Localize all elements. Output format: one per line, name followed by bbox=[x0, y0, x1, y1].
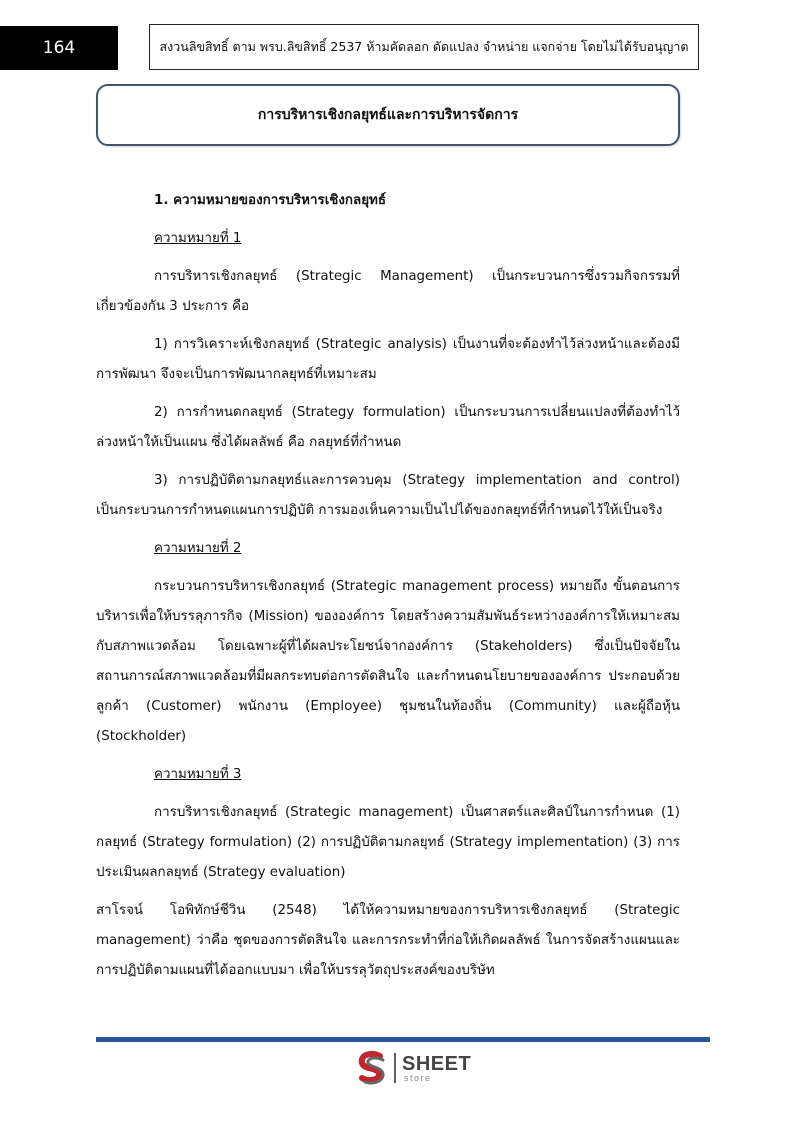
logo-text bbox=[402, 1054, 471, 1083]
logo-sub: store bbox=[404, 1072, 432, 1083]
meaning-1-label: ความหมายที่ 1 bbox=[154, 231, 242, 246]
copyright-notice-text: สงวนลิขสิทธิ์ ตาม พรบ.ลิขสิทธิ์ 2537 ห้ามคัดลอก ดัดแปลง จำหน่าย แจกจ่าย โดยไม่ได้รับอนุญาต bbox=[159, 39, 689, 54]
document-body bbox=[96, 186, 680, 994]
meaning-2-text: กระบวนการบริหารเชิงกลยุทธ์ (Strategic management process) หมายถึง ขั้นตอนการบริหารเพื่อให้บรรลุภารกิจ (Mission) ขององค์การ โดยสร้างความสัมพันธ์ระหว่างองค์การให้เหมาะสมกับสภาพแวดล้อม โดยเฉพาะผู้ที่ได้ผลประโยชน์จากองค์การ (Stakeholders) ซึ่งเป็นปัจจัยในสถานการณ์สภาพแวดล้อมที่มีผลกระทบต่อการตัดสินใจ และกำหนดนโยบายขององค์การ ประกอบด้วย ลูกค้า (Customer) พนักงาน (Employee) ชุมชนในท้องถิ่น (Community) และผู้ถือหุ้น (Stockholder) bbox=[96, 579, 680, 744]
chapter-title: การบริหารเชิงกลยุทธ์และการบริหารจัดการ bbox=[257, 107, 519, 123]
sheet-store-s-icon bbox=[354, 1050, 390, 1086]
chapter-title-box bbox=[96, 84, 680, 146]
meaning-1-item-2: 2) การกำหนดกลยุทธ์ (Strategy formulation) เป็นกระบวนการเปลี่ยนแปลงที่ต้องทำไว้ล่วงหน้าให้เป็นแผน ซึ่งได้ผลลัพธ์ คือ กลยุทธ์ที่กำหนด bbox=[96, 405, 680, 450]
meaning-1-item-3: 3) การปฏิบัติตามกลยุทธ์และการควบคุม (Strategy implementation and control) เป็นกระบวนการกำหนดแผนการปฏิบัติ การมองเห็นความเป็นไปได้ของกลยุทธ์ที่กำหนดไว้ให้เป็นจริง bbox=[96, 473, 680, 518]
footer-divider bbox=[96, 1037, 710, 1042]
page-number-text: 164 bbox=[42, 38, 76, 58]
sheet-store-logo bbox=[354, 1050, 471, 1086]
section-heading: 1. ความหมายของการบริหารเชิงกลยุทธ์ bbox=[154, 193, 387, 208]
meaning-2-label: ความหมายที่ 2 bbox=[154, 541, 242, 556]
logo-word: SHEET bbox=[402, 1052, 472, 1075]
logo-divider bbox=[394, 1053, 396, 1083]
meaning-1-item-1: 1) การวิเคราะห์เชิงกลยุทธ์ (Strategic analysis) เป็นงานที่จะต้องทำไว้ล่วงหน้าและต้องมีการพัฒนา จึงจะเป็นการพัฒนากลยุทธ์ที่เหมาะสม bbox=[96, 337, 680, 382]
copyright-notice bbox=[149, 24, 699, 70]
closing-paragraph: สาโรจน์ โอพิทักษ์ชีวิน (2548) ได้ให้ความหมายของการบริหารเชิงกลยุทธ์ (Strategic management) ว่าคือ ชุดของการตัดสินใจ และการกระทำที่ก่อให้เกิดผลลัพธ์ ในการจัดสร้างแผนและการปฏิบัติตามแผนที่ได้ออกแบบมา เพื่อให้บรรลุวัตถุประสงค์ของบริษัท bbox=[96, 903, 680, 978]
meaning-1-intro: การบริหารเชิงกลยุทธ์ (Strategic Management) เป็นกระบวนการซึ่งรวมกิจกรรมที่เกี่ยวข้องกัน 3 ประการ คือ bbox=[96, 269, 680, 314]
meaning-3-text: การบริหารเชิงกลยุทธ์ (Strategic management) เป็นศาสตร์และศิลป์ในการกำหนด (1) กลยุทธ์ (Strategy formulation) (2) การปฏิบัติตามกลยุทธ์ (Strategy implementation) (3) การประเมินผลกลยุทธ์ (Strategy evaluation) bbox=[96, 805, 680, 880]
page-number bbox=[0, 26, 118, 70]
meaning-3-label: ความหมายที่ 3 bbox=[154, 767, 242, 782]
